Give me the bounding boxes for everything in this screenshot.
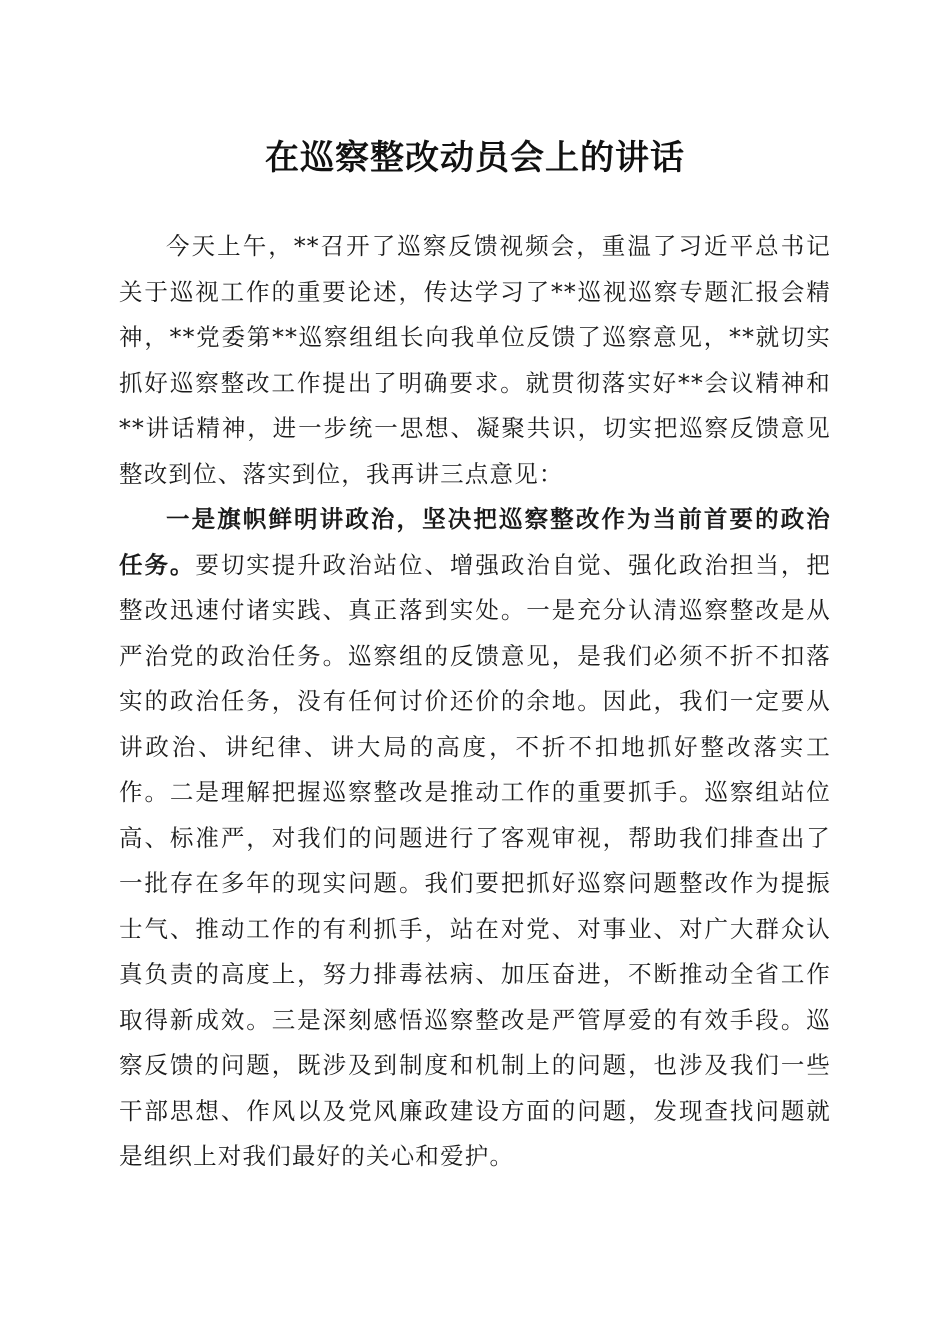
- paragraph-intro-text: 今天上午，**召开了巡察反馈视频会，重温了习近平总书记关于巡视工作的重要论述，传达学习了**巡视巡察专题汇报会精神，**党委第**巡察组组长向我单位反馈了巡察意见，**就切实抓好巡察整改工作提出了明确要求。就贯彻落实好**会议精神和**讲话精神，进一步统一思想、凝聚共识，切实把巡察反馈意见整改到位、落实到位，我再讲三点意见：: [119, 232, 831, 488]
- paragraph-point-one-text: 要切实提升政治站位、增强政治自觉、强化政治担当，把整改迅速付诸实践、真正落到实处。一是充分认清巡察整改是从严治党的政治任务。巡察组的反馈意见，是我们必须不折不扣落实的政治任务，没有任何讨价还价的余地。因此，我们一定要从讲政治、讲纪律、讲大局的高度，不折不扣地抓好整改落实工作。二是理解把握巡察整改是推动工作的重要抓手。巡察组站位高、标准严，对我们的问题进行了客观审视，帮助我们排查出了一批存在多年的现实问题。我们要把抓好巡察问题整改作为提振士气、推动工作的有利抓手，站在对党、对事业、对广大群众认真负责的高度上，努力排毒祛病、加压奋进，不断推动全省工作取得新成效。三是深刻感悟巡察整改是严管厚爱的有效手段。巡察反馈的问题，既涉及到制度和机制上的问题，也涉及我们一些干部思想、作风以及党风廉政建设方面的问题，发现查找问题就是组织上对我们最好的关心和爱护。: [119, 550, 831, 1170]
- paragraph-point-one-heading: 一是旗帜鲜明讲政治，坚决把巡察整改作为当前首要的政治任务。: [119, 505, 831, 579]
- document-body: [119, 224, 831, 1180]
- paragraph-point-one: [119, 497, 831, 1180]
- paragraph-intro: [119, 224, 831, 497]
- page-title: 在巡察整改动员会上的讲话: [265, 138, 685, 178]
